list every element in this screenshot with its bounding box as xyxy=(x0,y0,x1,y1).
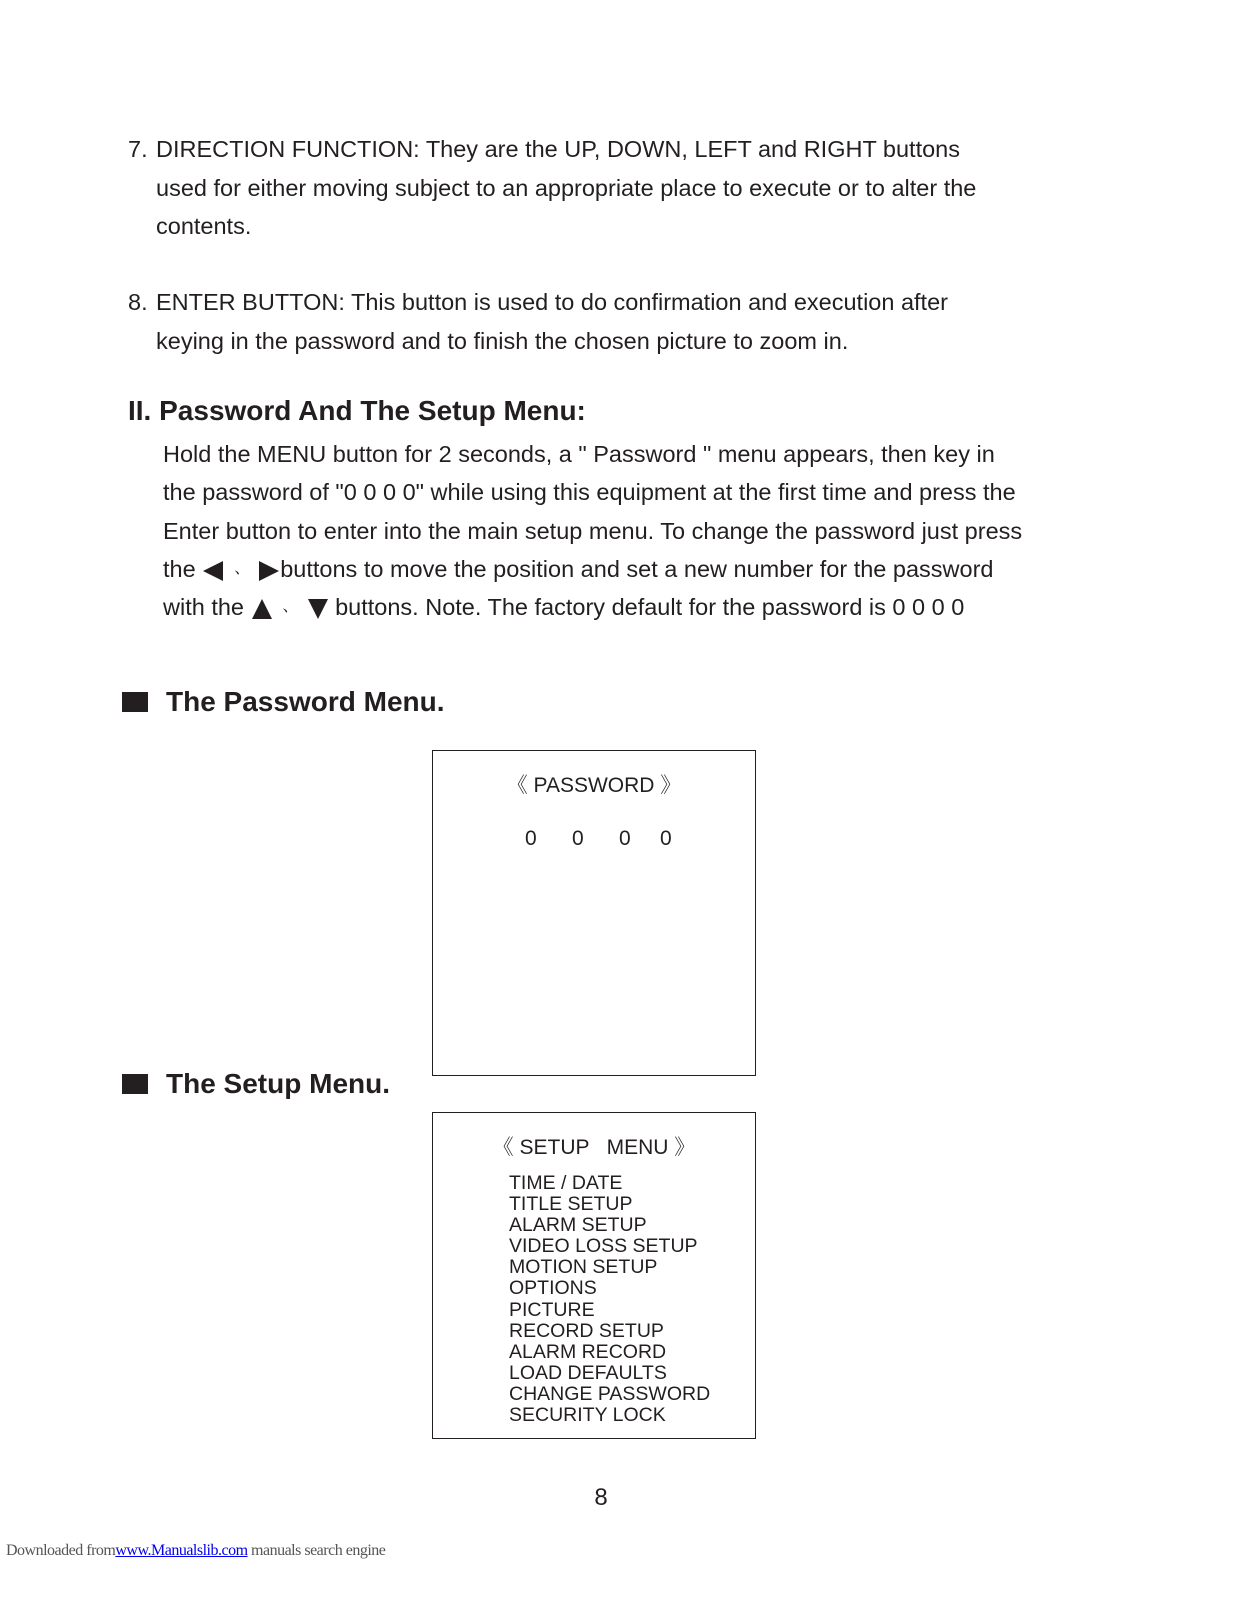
separator: 、 xyxy=(282,598,299,616)
left-triangle-icon xyxy=(202,560,224,582)
download-footer xyxy=(6,1542,385,1560)
password-menu-heading xyxy=(122,686,445,718)
footer-suffix: manuals search engine xyxy=(247,1542,386,1559)
password-digit: 0 xyxy=(525,827,537,850)
section-body-line: the password of "0 0 0 0" while using this equipment at the first time and press the xyxy=(163,479,1016,506)
setup-menu-item: MOTION SETUP xyxy=(509,1256,658,1279)
setup-menu-heading-text: The Setup Menu. xyxy=(166,1068,390,1099)
section-body-text: buttons to move the position and set a new number for the password xyxy=(280,555,994,582)
password-menu-heading-text: The Password Menu. xyxy=(166,686,445,717)
item-text-line: used for either moving subject to an appropriate place to execute or to alter the xyxy=(156,174,977,201)
setup-menu-item: VIDEO LOSS SETUP xyxy=(509,1235,698,1258)
page-number: 8 xyxy=(594,1484,608,1511)
section-title: II. Password And The Setup Menu: xyxy=(128,395,586,426)
setup-menu-item: ALARM RECORD xyxy=(509,1340,667,1363)
item-text-line: contents. xyxy=(156,213,252,239)
password-digit: 0 xyxy=(572,827,584,850)
password-screen-title: 《 PASSWORD 》 xyxy=(506,774,682,797)
password-digit: 0 xyxy=(619,827,631,850)
square-bullet-icon xyxy=(122,692,148,712)
setup-menu-item: TITLE SETUP xyxy=(509,1193,633,1216)
password-digit: 0 xyxy=(660,827,672,850)
section-body-text: with the xyxy=(163,594,244,621)
section-body-line xyxy=(163,550,1123,588)
section-body-line: Hold the MENU button for 2 seconds, a " Password " menu appears, then key in xyxy=(163,441,995,467)
manualslib-link[interactable]: www.Manualslib.com xyxy=(115,1542,248,1559)
password-screen xyxy=(432,750,756,1076)
square-bullet-icon xyxy=(122,1074,148,1094)
section-body-line xyxy=(163,588,1123,626)
setup-menu-item: PICTURE xyxy=(509,1298,595,1321)
setup-menu-list xyxy=(509,1173,710,1426)
section-body xyxy=(163,435,1123,626)
setup-menu-heading xyxy=(122,1068,390,1100)
section-body-text: buttons. Note. The factory default for the password is 0 0 0 0 xyxy=(335,594,965,621)
right-triangle-icon xyxy=(258,560,280,582)
item-8-enter-button xyxy=(128,283,1088,360)
down-triangle-icon xyxy=(307,598,329,620)
item-text-line: DIRECTION FUNCTION: They are the UP, DOWN, LEFT and RIGHT buttons xyxy=(156,136,961,162)
item-number: 8. xyxy=(128,289,148,315)
item-number: 7. xyxy=(128,136,148,162)
setup-menu-item: ALARM SETUP xyxy=(509,1214,647,1237)
separator: 、 xyxy=(234,559,251,577)
item-text-line: keying in the password and to finish the chosen picture to zoom in. xyxy=(156,327,849,354)
up-triangle-icon xyxy=(251,598,273,620)
setup-menu-item: RECORD SETUP xyxy=(509,1319,664,1342)
item-text-line: ENTER BUTTON: This button is used to do confirmation and execution after xyxy=(156,289,948,315)
section-body-text: the xyxy=(163,555,196,582)
footer-prefix: Downloaded from xyxy=(6,1542,116,1559)
setup-menu-item: OPTIONS xyxy=(509,1277,597,1300)
section-body-line: Enter button to enter into the main setup menu. To change the password just press xyxy=(163,517,1023,544)
setup-menu-item: TIME / DATE xyxy=(509,1172,623,1194)
setup-menu-item: SECURITY LOCK xyxy=(509,1404,666,1427)
setup-menu-screen-title: 《 SETUP MENU 》 xyxy=(492,1136,696,1159)
item-7-direction-function xyxy=(128,130,1088,246)
setup-menu-screen xyxy=(432,1112,756,1439)
setup-menu-item: LOAD DEFAULTS xyxy=(509,1361,667,1384)
setup-menu-item: CHANGE PASSWORD xyxy=(509,1382,711,1405)
